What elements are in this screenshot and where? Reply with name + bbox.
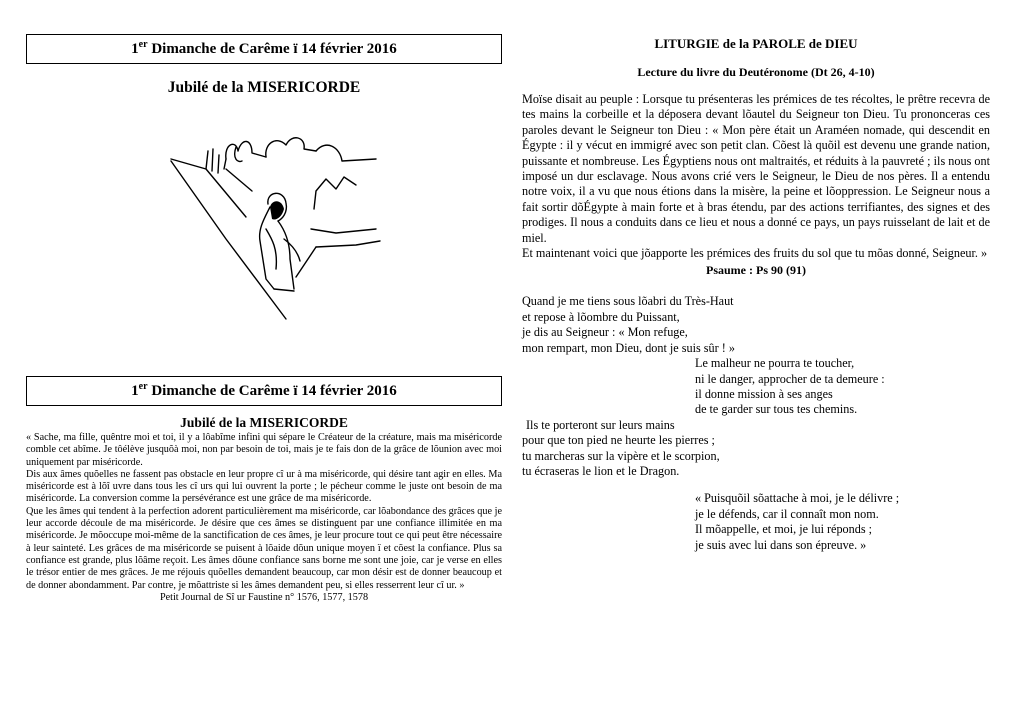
- psalm-text: [522, 294, 990, 553]
- title-text: Dimanche de Carême ï 14 février 2016: [147, 383, 397, 399]
- title-text: Dimanche de Carême ï 14 février 2016: [147, 41, 397, 57]
- lecture-title: Lecture du livre du Deutéronome (Dt 26, 4-10): [637, 65, 875, 79]
- psalm-verse: de te garder sur tous tes chemins.: [695, 402, 858, 417]
- psalm-verse: Ils te porteront sur leurs mains: [526, 417, 675, 432]
- psalm-verse: Quand je me tiens sous lõabri du Très-Haut: [522, 294, 734, 309]
- psalm-verse: mon rempart, mon Dieu, dont je suis sûr ! »: [522, 340, 735, 355]
- right-column: [522, 36, 990, 553]
- faustine-quote: [26, 432, 502, 592]
- title-ordinal: 1: [131, 41, 139, 57]
- lecture-text: [522, 92, 990, 261]
- psalm-verse: tu écraseras le lion et le Dragon.: [522, 463, 680, 478]
- lecture-paragraph: Et maintenant voici que jõapporte les prémices des fruits du sol que tu mõas donné, Seigneur. »: [522, 246, 988, 261]
- title-ordinal-suffix: er: [138, 381, 148, 392]
- quote-source: Petit Journal de Sî ur Faustine n° 1576, 1577, 1578: [159, 591, 369, 603]
- psalm-verse: pour que ton pied ne heurte les pierres ;: [522, 433, 715, 448]
- psalm-verse: « Puisquõil sõattache à moi, je le délivre ;: [695, 491, 900, 506]
- top-title-box: [26, 34, 502, 64]
- bottom-section: [26, 376, 502, 604]
- bottom-title-box: [26, 376, 502, 406]
- psalm-verse: il donne mission à ses anges: [695, 386, 833, 401]
- quote-paragraph: Que les âmes qui tendent à la perfection adorent particulièrement ma miséricorde, car lõabondance des grâces que je leur accorde découle de ma miséricorde. Je désire que ces âmes se distinguent par une confiance illimitée en ma miséricorde. Je mõoccupe moi-même de la sanctification de ces âmes, je leur procure tout ce qui peut être nécessaire à leur sainteté. Les grâces de ma miséricorde se puisent à lõaide dõun unique moyen ï et cõest la confiance. Plus sa confiance est grande, plus lõâme reçoit. Les âmes dõune confiance sans borne me sont une joie, car je verse en elles le trésor entier de mes grâces. Je me réjouis quõelles demandent beaucoup, car mon désir est de donner beaucoup et de donner abondamment. Par contre, je mõattriste si les âmes demandent peu, si elles resserrent leur cî ur. »: [26, 505, 502, 591]
- title-ordinal-suffix: er: [138, 39, 148, 50]
- lecture-paragraph: Moïse disait au peuple : Lorsque tu présenteras les prémices de tes récoltes, le prêtre recevra de tes mains la corbeille et la déposera devant lõautel du Seigneur ton Dieu. Tu prononceras ces paroles devant le Seigneur ton Dieu : « Mon père était un Araméen nomade, qui descendit en Égypte : il y vécut en immigré avec son petit clan. Cõest là quõil est devenu une grande nation, puissante et nombreuse. Les Égyptiens nous ont maltraités, et réduits à la pauvreté ; ils nous ont imposé un dur esclavage. Nous avons crié vers le Seigneur, le Dieu de nos pères. Il a entendu notre voix, il a vu que nous étions dans la misère, la peine et lõoppression. Le Seigneur nous a fait sortir dõÉgypte à main forte et à bras étendu, par des actions terrifiantes, des signes et des prodiges. Il nous a conduits dans ce lieu et nous a donné ce pays, un pays ruisselant de lait et de miel.: [522, 92, 990, 245]
- psalm-verse: et repose à lõombre du Puissant,: [522, 309, 680, 324]
- jubile-heading: Jubilé de la MISERICORDE: [167, 79, 361, 96]
- quote-paragraph: Dis aux âmes quõelles ne fassent pas obstacle en leur propre cî ur à ma miséricorde, qui désire tant agir en elles. Ma miséricorde est à lõî uvre dans tous les cî urs qui lui ouvrent la porte ; le pécheur comme le juste ont besoin de ma miséricorde. La conversion comme la persévérance est une grâce de ma miséricorde.: [26, 468, 502, 505]
- quote-paragraph: « Sache, ma fille, quêntre moi et toi, il y a lôabîme infini qui sépare le Créateur de la créature, mais ma miséricorde comble cet abîme. Je tôélève jusquõà moi, non par besoin de toi, mais je te fais don de la grâce de lõunion avec moi uniquement par miséricorde.: [26, 432, 502, 468]
- psalm-verse: je dis au Seigneur : « Mon refuge,: [522, 325, 688, 340]
- title-ordinal: 1: [131, 383, 139, 399]
- psalm-verse: tu marcheras sur la vipère et le scorpion,: [522, 448, 720, 463]
- liturgy-heading: LITURGIE de la PAROLE de DIEU: [654, 36, 858, 51]
- psalm-verse: Le malheur ne pourra te toucher,: [695, 356, 855, 371]
- psalm-verse: ni le danger, approcher de ta demeure :: [695, 371, 885, 386]
- psalm-verse: je le défends, car il connaît mon nom.: [695, 506, 879, 521]
- psalm-verse: Il mõappelle, et moi, je lui réponds ;: [695, 522, 873, 537]
- jesus-desert-illustration: [166, 129, 386, 339]
- psalm-title: Psaume : Ps 90 (91): [706, 263, 806, 278]
- jubile-subheading: Jubilé de la MISERICORDE: [180, 415, 348, 430]
- left-column: [26, 34, 502, 603]
- psalm-verse: je suis avec lui dans son épreuve. »: [695, 537, 867, 552]
